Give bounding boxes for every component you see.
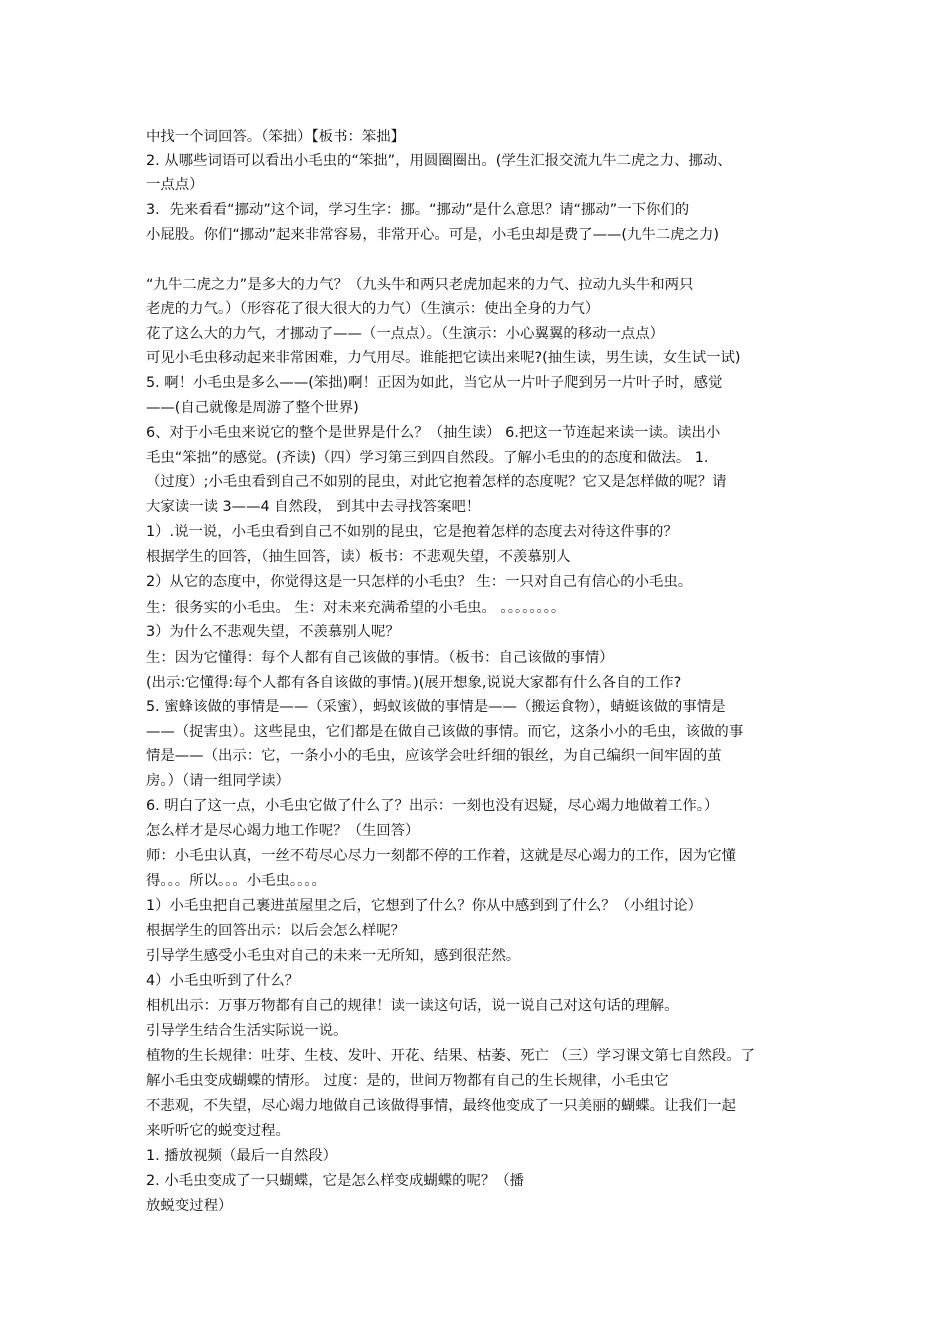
text-line: 引导学生结合生活实际说一说。 (146, 1023, 348, 1039)
text-line: 1. 播放视频（最后一自然段） (146, 1148, 337, 1164)
text-line: 1）小毛虫把自己裹进茧屋里之后，它想到了什么？你从中感到到了什么？（小组讨论） (146, 898, 703, 914)
text-line: 根据学生的回答出示：以后会怎么样呢？ (146, 923, 406, 939)
text-line: 5. 啊！小毛虫是多么——(笨拙)啊！正因为如此，当它从一片叶子爬到另一片叶子时，感觉 (146, 375, 723, 391)
text-line: 植物的生长规律：吐芽、生枝、发叶、开花、结果、枯萎、死亡 （三）学习课文第七自然段。了 (146, 1048, 755, 1064)
text-line: “九牛二虎之力”是多大的力气？（九头牛和两只老虎加起来的力气、拉动九头牛和两只 (146, 277, 694, 293)
text-line: 5. 蜜蜂该做的事情是——（采蜜），蚂蚁该做的事情是——（搬运食物），蜻蜓该做的事情是 (146, 699, 726, 715)
text-line: 可见小毛虫移动起来非常困难，力气用尽。谁能把它读出来呢?(抽生读，男生读，女生试一试) (146, 350, 741, 366)
text-line: 3．先来看看“挪动”这个词，学习生字：挪。“挪动”是什么意思？请“挪动”一下你们的 (146, 202, 690, 218)
text-line: 毛虫“笨拙”的感觉。(齐读)（四）学习第三到四自然段。了解小毛虫的的态度和做法。 1. (146, 450, 709, 466)
text-line: 6. 明白了这一点，小毛虫它做了什么了？出示：一刻也没有迟疑，尽心竭力地做着工作。） (146, 798, 719, 814)
text-line: 生：因为它懂得：每个人都有自己该做的事情。（板书：自己该做的事情） (146, 650, 614, 666)
text-line: 引导学生感受小毛虫对自己的未来一无所知，感到很茫然。 (146, 948, 521, 964)
text-line: 一点点） (146, 177, 204, 193)
text-line: ——(自己就像是周游了整个世界) (146, 400, 359, 416)
text-line: （过度）;小毛虫看到自己不如别的昆虫，对此它抱着怎样的态度呢？它又是怎样做的呢？请 (146, 474, 727, 490)
text-line: 3）为什么不悲观失望，不羡慕别人呢？ (146, 624, 400, 640)
text-line: 中找一个词回答。（笨拙）【板书：笨拙】 (146, 129, 406, 145)
text-line: 花了这么大的力气，才挪动了——（一点点）。（生演示：小心翼翼的移动一点点） (146, 326, 665, 342)
text-line: 2. 小毛虫变成了一只蝴蝶，它是怎么样变成蝴蝶的呢？（播 (146, 1173, 525, 1189)
text-line: 2. 从哪些词语可以看出小毛虫的“笨拙”，用圆圈圈出。(学生汇报交流九牛二虎之力、挪动、 (146, 153, 732, 169)
text-line: 6、对于小毛虫来说它的整个是世界是什么？（抽生读） 6.把这一节连起来读一读。读出小 (146, 425, 721, 441)
text-line: 得。。。所以。。。小毛虫。。。。 (146, 873, 326, 889)
text-line: 怎么样才是尽心竭力地工作呢？（生回答） (146, 823, 420, 839)
text-line: 根据学生的回答，（抽生回答，读）板书：不悲观失望，不羡慕别人 (146, 549, 571, 565)
text-line: 师：小毛虫认真，一丝不苟尽心尽力一刻都不停的工作着，这就是尽心竭力的工作，因为它懂 (146, 848, 737, 864)
text-line: 不悲观，不失望，尽心竭力地做自己该做得事情，最终他变成了一只美丽的蝴蝶。让我们一起 (146, 1098, 737, 1114)
text-line: 生：很务实的小毛虫。 生：对未来充满希望的小毛虫。 。。。。。。。。 (146, 600, 566, 616)
text-line: 来听听它的蜕变过程。 (146, 1123, 290, 1139)
text-line: 2）从它的态度中，你觉得这是一只怎样的小毛虫？ 生：一只对自己有信心的小毛虫。 (146, 574, 693, 590)
text-line: ——（捉害虫）。这些昆虫，它们都是在做自己该做的事情。而它，这条小小的毛虫，该做的事 (146, 724, 744, 740)
text-line: 老虎的力气。）（形容花了很大很大的力气）（生演示：使出全身的力气） (146, 301, 600, 317)
text-line: 相机出示：万事万物都有自己的规律！读一读这句话，说一说自己对这句话的理解。 (146, 998, 679, 1014)
text-line: 小屁股。你们“挪动”起来非常容易，非常开心。可是，小毛虫却是费了——(九牛二虎之力) (146, 227, 719, 243)
text-line: 情是——（出示：它，一条小小的毛虫，应该学会吐纤细的银丝，为自己编织一间牢固的茧 (146, 748, 722, 764)
text-line: 4）小毛虫听到了什么？ (146, 973, 300, 989)
text-line: 房。）（请一组同学读） (146, 773, 290, 789)
text-line: (出示:它懂得:每个人都有各自该做的事情。)(展开想象,说说大家都有什么各自的工作? (146, 675, 682, 691)
text-line: 大家读一读 3——4 自然段， 到其中去寻找答案吧！ (146, 499, 481, 515)
text-line: 解小毛虫变成蝴蝶的情形。 过度：是的，世间万物都有自己的生长规律，小毛虫它 (146, 1073, 669, 1089)
text-line: 1）.说一说，小毛虫看到自己不如别的昆虫，它是抱着怎样的态度去对待这件事的？ (146, 524, 678, 540)
text-line: 放蜕变过程） (146, 1198, 233, 1214)
